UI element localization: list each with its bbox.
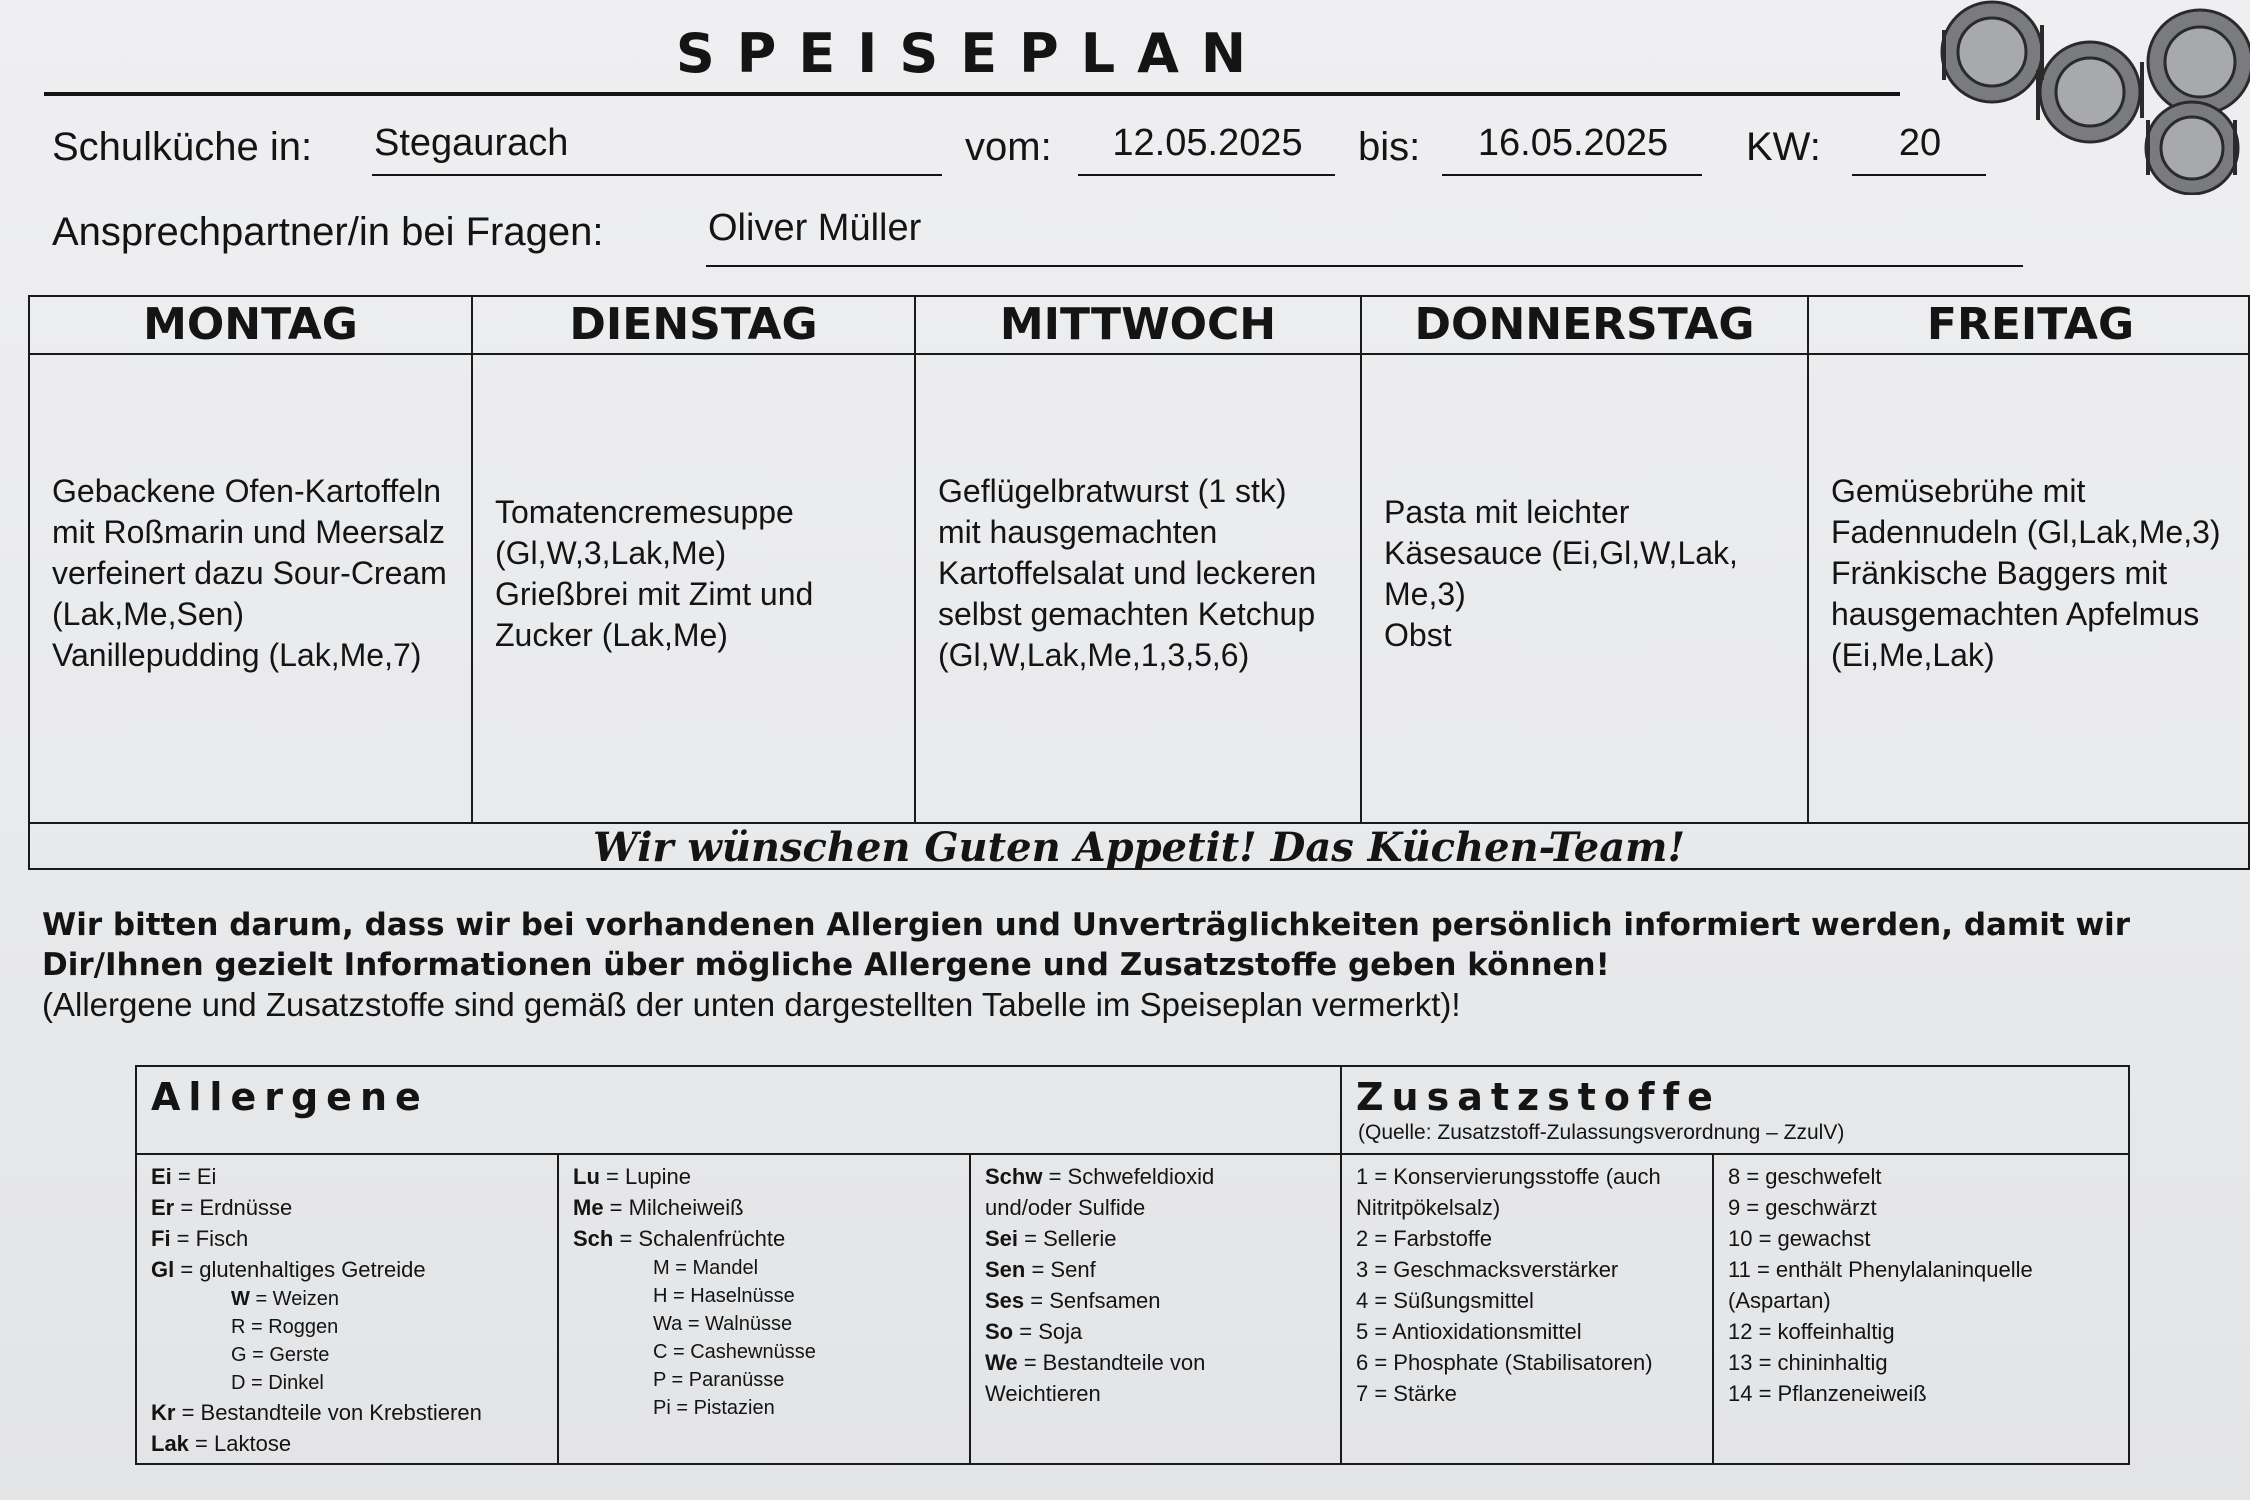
legend-entry: 5 = Antioxidationsmittel	[1356, 1319, 1582, 1344]
additive-column	[1342, 1155, 1714, 1463]
legend-entry: P = Paranüsse	[653, 1369, 785, 1391]
weekly-menu-table	[28, 295, 2250, 870]
allergens-title: Allergene	[151, 1075, 429, 1119]
from-date: 12.05.2025	[1078, 122, 1335, 176]
legend-entry: (Aspartan)	[1728, 1288, 1831, 1313]
legend-entry: Ses = Senfsamen	[985, 1288, 1161, 1313]
additives-source: (Quelle: Zusatzstoff-Zulassungsverordnung – ZzulV)	[1358, 1121, 1845, 1144]
legend-entry: Pi = Pistazien	[653, 1397, 775, 1419]
legend-entry: Sch = Schalenfrüchte	[573, 1226, 786, 1251]
to-label: bis:	[1358, 125, 1421, 169]
legend-entry: R = Roggen	[231, 1316, 339, 1338]
legend-entry: Nitritpökelsalz)	[1356, 1195, 1501, 1220]
week-label: KW:	[1746, 125, 1821, 169]
notice-line: Dir/Ihnen gezielt Informationen über mögliche Allergene und Zusatzstoffe geben können!	[42, 947, 1610, 983]
legend-entry: Lu = Lupine	[573, 1164, 692, 1189]
legend-entry: 7 = Stärke	[1356, 1381, 1457, 1406]
allergen-column	[137, 1155, 559, 1463]
legend-entry: D = Dinkel	[231, 1372, 324, 1394]
allergens-header	[137, 1067, 1342, 1155]
legend-entry: 11 = enthält Phenylalaninquelle	[1728, 1257, 2033, 1282]
legend-entry: und/oder Sulfide	[985, 1195, 1146, 1220]
legend-entry: Weichtieren	[985, 1381, 1101, 1406]
legend-entry: 10 = gewachst	[1728, 1226, 1871, 1251]
notice-line: Wir bitten darum, dass wir bei vorhandenen Allergien und Unverträglichkeiten persönlich informiert werden, damit wir	[42, 907, 2131, 943]
title-underline	[44, 92, 1900, 96]
legend-entry: 13 = chininhaltig	[1728, 1350, 1888, 1375]
legend-entry: Sei = Sellerie	[985, 1226, 1117, 1251]
legend-entry: Lak = Laktose	[151, 1431, 292, 1456]
day-column-wednesday	[916, 297, 1362, 822]
additive-column	[1714, 1155, 2128, 1463]
legend-entry: Ei = Ei	[151, 1164, 217, 1189]
day-menu: Geflügelbratwurst (1 stk) mit hausgemachten Kartoffelsalat und leckeren selbst gemachten Ketchup (Gl,W,Lak,Me,1,3,5,6)	[938, 473, 1317, 673]
legend-entry: Sen = Senf	[985, 1257, 1096, 1282]
legend-entry: 1 = Konservierungsstoffe (auch	[1356, 1164, 1661, 1189]
contact-name: Oliver Müller	[706, 207, 2023, 267]
legend-entry: 2 = Farbstoffe	[1356, 1226, 1492, 1251]
legend-entry: 8 = geschwefelt	[1728, 1164, 1882, 1189]
day-menu: Pasta mit leichter Käsesauce (Ei,Gl,W,Lak, Me,3) Obst	[1384, 493, 1738, 653]
day-heading: DIENSTAG	[473, 297, 914, 355]
contact-label: Ansprechpartner/in bei Fragen:	[52, 210, 604, 254]
day-column-monday	[30, 297, 473, 822]
legend-entry: Me = Milcheiweiß	[573, 1195, 744, 1220]
day-heading: DONNERSTAG	[1362, 297, 1807, 355]
page-title: SPEISEPLAN	[675, 22, 1269, 85]
week-number: 20	[1852, 122, 1986, 176]
additives-title: Zusatzstoffe	[1356, 1075, 1721, 1119]
legend-entry: 12 = koffeinhaltig	[1728, 1319, 1895, 1344]
day-column-thursday	[1362, 297, 1809, 822]
legend-entry: 4 = Süßungsmittel	[1356, 1288, 1534, 1313]
legend-entry: 9 = geschwärzt	[1728, 1195, 1877, 1220]
legend-entry: M = Mandel	[653, 1257, 759, 1279]
legend-entry: H = Haselnüsse	[653, 1285, 795, 1307]
legend-entry: 14 = Pflanzeneiweiß	[1728, 1381, 1927, 1406]
day-heading: MITTWOCH	[916, 297, 1360, 355]
day-menu: Tomatencremesuppe (Gl,W,3,Lak,Me) Grießbrei mit Zimt und Zucker (Lak,Me)	[495, 493, 814, 653]
day-menu: Gebackene Ofen-Kartoffeln mit Roßmarin und Meersalz verfeinert dazu Sour-Cream (Lak,Me,Sen) Vanillepudding (Lak,Me,7)	[52, 473, 447, 673]
day-heading: MONTAG	[30, 297, 471, 355]
kitchen-label: Schulküche in:	[52, 125, 313, 169]
legend-entry: C = Cashewnüsse	[653, 1341, 816, 1363]
to-date: 16.05.2025	[1442, 122, 1702, 176]
legend-entry: Er = Erdnüsse	[151, 1195, 293, 1220]
legend-entry: Gl = glutenhaltiges Getreide	[151, 1257, 426, 1282]
allergy-notice	[42, 905, 2222, 1025]
legend-entry: Schw = Schwefeldioxid	[985, 1164, 1215, 1189]
legend-entry: So = Soja	[985, 1319, 1083, 1344]
notice-line: (Allergene und Zusatzstoffe sind gemäß der unten dargestellten Tabelle im Speiseplan vermerkt)!	[42, 986, 1461, 1023]
allergen-column	[971, 1155, 1342, 1463]
day-column-tuesday	[473, 297, 916, 822]
legend-entry: Wa = Walnüsse	[653, 1313, 793, 1335]
legend-entry: We = Bestandteile von	[985, 1350, 1206, 1375]
legend-entry: W = Weizen	[231, 1288, 340, 1310]
legend-entry: 3 = Geschmacksverstärker	[1356, 1257, 1619, 1282]
kitchen-value: Stegaurach	[372, 122, 942, 176]
additives-header	[1342, 1067, 2128, 1155]
legend-entry: 6 = Phosphate (Stabilisatoren)	[1356, 1350, 1653, 1375]
allergen-column	[559, 1155, 971, 1463]
allergen-additive-legend	[135, 1065, 2130, 1465]
day-menu: Gemüsebrühe mit Fadennudeln (Gl,Lak,Me,3) Fränkische Baggers mit hausgemachten Apfelmus (Ei,Me,Lak)	[1831, 473, 2221, 673]
from-label: vom:	[965, 125, 1052, 169]
legend-entry: Fi = Fisch	[151, 1226, 249, 1251]
day-heading: FREITAG	[1809, 297, 2250, 355]
greeting-banner: Wir wünschen Guten Appetit! Das Küchen-Team!	[30, 822, 2248, 872]
legend-entry: G = Gerste	[231, 1344, 330, 1366]
legend-entry: Kr = Bestandteile von Krebstieren	[151, 1400, 482, 1425]
day-column-friday	[1809, 297, 2250, 822]
